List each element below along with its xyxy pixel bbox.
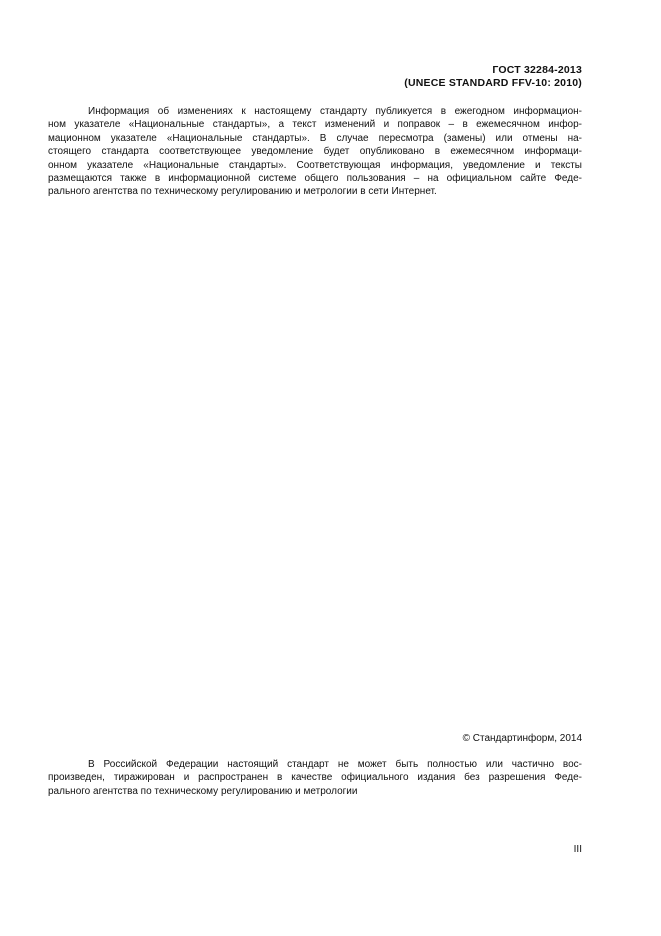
info-line: мационном указателе «Национальные стандарты». В случае пересмотра (замены) или отмены на- (48, 132, 582, 144)
info-line: ном указателе «Национальные стандарты», а текст изменений и поправок – в ежемесячном инфор- (48, 119, 582, 131)
rights-line: В Российской Федерации настоящий стандарт не может быть полностью или частично вос- (88, 759, 582, 770)
info-line: стоящего стандарта соответствующее уведомление будет опубликовано в ежемесячном информаци- (48, 146, 582, 158)
info-line: Информация об изменениях к настоящему стандарту публикуется в ежегодном информацион- (88, 106, 582, 117)
rights-paragraph (48, 758, 582, 798)
document-header (404, 64, 582, 90)
page-number: III (573, 844, 582, 855)
info-paragraph (48, 105, 582, 199)
info-line: размещаются также в информационной системе общего пользования – на официальном сайте Феде- (48, 173, 582, 185)
info-line: онном указателе «Национальные стандарты». Соответствующая информация, уведомление и тексты (48, 159, 582, 171)
standard-equivalent: (UNECE STANDARD FFV-10: 2010) (404, 77, 582, 89)
rights-line: произведен, тиражирован и распространен в качестве официального издания без разрешения Феде- (48, 772, 582, 784)
rights-line: рального агентства по техническому регулированию и метрологии (48, 785, 358, 797)
standard-number: ГОСТ 32284-2013 (492, 64, 582, 76)
info-line: рального агентства по техническому регулированию и метрологии в сети Интернет. (48, 186, 437, 198)
copyright-notice: © Стандартинформ, 2014 (462, 733, 582, 744)
